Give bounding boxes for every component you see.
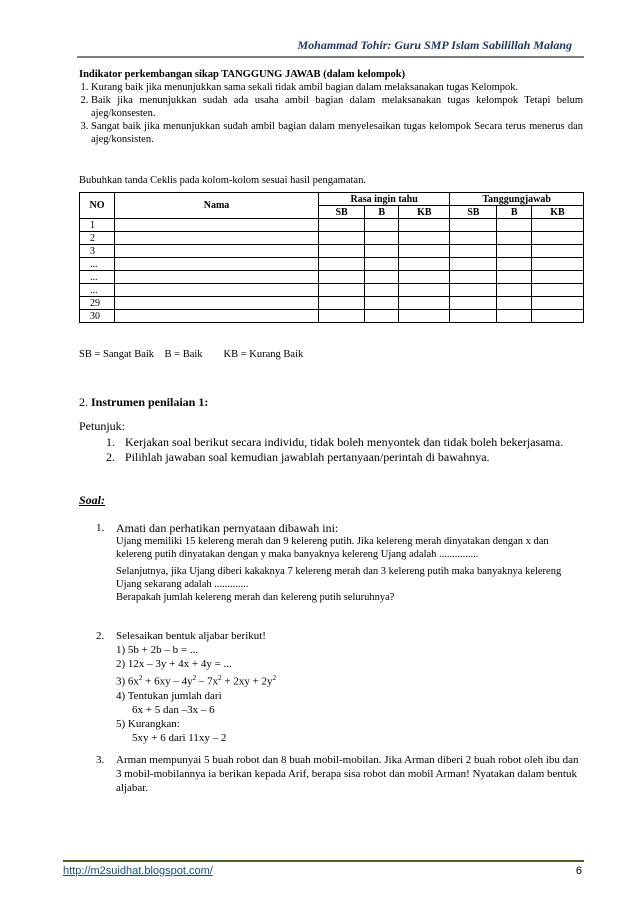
name-cell[interactable] <box>115 297 319 310</box>
algebra-item: 1) 5b + 2b – b = ... <box>116 644 199 656</box>
row-number: ... <box>80 271 115 284</box>
name-cell[interactable] <box>115 232 319 245</box>
check-cell[interactable] <box>450 245 497 258</box>
soal-heading: Soal: <box>79 493 106 507</box>
indicator-block <box>79 68 583 146</box>
check-cell[interactable] <box>497 310 532 323</box>
check-cell[interactable] <box>399 310 450 323</box>
name-cell[interactable] <box>115 284 319 297</box>
check-cell[interactable] <box>532 284 584 297</box>
observation-table <box>79 192 584 323</box>
section-title: Instrumen penilaian 1: <box>91 395 209 409</box>
item-text: Pilihlah jawaban soal kemudian jawablah pertanyaan/perintah di bawahnya. <box>125 450 490 464</box>
check-cell[interactable] <box>497 284 532 297</box>
sub-header: B <box>497 206 532 219</box>
name-cell[interactable] <box>115 310 319 323</box>
check-cell[interactable] <box>532 219 584 232</box>
name-cell[interactable] <box>115 258 319 271</box>
group-tanggungjawab: Tanggungjawab <box>450 193 584 206</box>
row-number: 29 <box>80 297 115 310</box>
check-cell[interactable] <box>319 245 365 258</box>
check-cell[interactable] <box>365 219 399 232</box>
sub-header: KB <box>399 206 450 219</box>
check-cell[interactable] <box>497 232 532 245</box>
indicator-item: 1. Kurang baik jika menunjukkan sama sekali tidak ambil bagian dalam melaksanakan tugas Kelompok. <box>91 81 583 94</box>
check-cell[interactable] <box>450 271 497 284</box>
algebra-subitem: 5xy + 6 dari 11xy – 2 <box>132 731 227 744</box>
section-number: 2. <box>79 395 88 409</box>
petunjuk-label: Petunjuk: <box>79 419 126 433</box>
indicator-item: 3. Sangat baik jika menunjukkan sudah ambil bagian dalam menyelesaikan tugas kelompok Secara terus menerus dan ajeg/konsisten. <box>91 120 583 146</box>
petunjuk-item <box>106 435 584 450</box>
algebra-item: 3) $6x^2 + 6xy - 4y^2 - 7x^2 + 2xy + 2y^2$ <box>116 674 277 688</box>
footer-divider <box>63 860 584 862</box>
check-cell[interactable] <box>319 284 365 297</box>
check-cell[interactable] <box>532 310 584 323</box>
check-cell[interactable] <box>399 271 450 284</box>
algebra-item: 5) Kurangkan: <box>116 717 180 730</box>
table-row <box>80 245 584 258</box>
algebra-item: 4) Tentukan jumlah dari <box>116 689 222 702</box>
check-cell[interactable] <box>532 297 584 310</box>
table-row <box>80 232 584 245</box>
question-text: Arman mempunyai 5 buah robot dan 8 buah mobil-mobilan. Jika Arman diberi 2 buah robot oleh ibu dan 3 mobil-mobilannya ia berikan kepada Arif, berapa sisa robot dan mobil Arman! Nyatakan dalam bentuk aljabar. <box>116 754 579 794</box>
sub-header: B <box>365 206 399 219</box>
page-header: Mohammad Tohir: Guru SMP Islam Sabilillah Malang <box>297 38 572 52</box>
check-cell[interactable] <box>450 219 497 232</box>
header-divider <box>77 56 584 58</box>
question-2 <box>96 629 584 745</box>
check-cell[interactable] <box>319 232 365 245</box>
question-3 <box>96 753 584 795</box>
petunjuk-list <box>106 435 584 465</box>
check-cell[interactable] <box>450 258 497 271</box>
check-cell[interactable] <box>497 258 532 271</box>
table-row <box>80 297 584 310</box>
group-rasa-ingin-tahu: Rasa ingin tahu <box>319 193 450 206</box>
question-1 <box>96 521 584 604</box>
row-number: 3 <box>80 245 115 258</box>
check-cell[interactable] <box>532 232 584 245</box>
check-cell[interactable] <box>365 258 399 271</box>
sub-header: KB <box>532 206 584 219</box>
check-cell[interactable] <box>532 245 584 258</box>
check-cell[interactable] <box>319 271 365 284</box>
check-cell[interactable] <box>319 310 365 323</box>
check-cell[interactable] <box>365 232 399 245</box>
question-number: 2. <box>96 630 105 642</box>
table-row <box>80 284 584 297</box>
question-paragraph: Berapakah jumlah kelereng merah dan kelereng putih seluruhnya? <box>116 592 395 603</box>
item-text: Kerjakan soal berikut secara individu, tidak boleh menyontek dan tidak boleh bekerjasama. <box>125 435 564 449</box>
check-cell[interactable] <box>399 297 450 310</box>
check-cell[interactable] <box>497 297 532 310</box>
check-cell[interactable] <box>532 271 584 284</box>
question-lead: Amati dan perhatikan pernyataan dibawah ini: <box>116 521 339 535</box>
page-number: 6 <box>575 865 582 877</box>
check-cell[interactable] <box>365 297 399 310</box>
check-cell[interactable] <box>450 284 497 297</box>
table-row <box>80 271 584 284</box>
question-number: 1. <box>96 522 105 534</box>
table-legend: SB = Sangat Baik B = Baik KB = Kurang Baik <box>79 349 304 360</box>
row-number: 1 <box>80 219 115 232</box>
item-number: 2. <box>106 450 115 464</box>
row-number: ... <box>80 258 115 271</box>
table-row <box>80 310 584 323</box>
question-lead: Selesaikan bentuk aljabar berikut! <box>116 630 266 642</box>
algebra-subitem: 6x + 5 dan –3x – 6 <box>132 703 215 716</box>
check-cell[interactable] <box>319 219 365 232</box>
row-number: ... <box>80 284 115 297</box>
check-cell[interactable] <box>365 271 399 284</box>
section-2-heading <box>79 395 208 410</box>
check-cell[interactable] <box>365 284 399 297</box>
check-cell[interactable] <box>319 258 365 271</box>
sub-header: SB <box>450 206 497 219</box>
name-cell[interactable] <box>115 219 319 232</box>
indicator-title: Indikator perkembangan sikap TANGGUNG JAWAB (dalam kelompok) <box>79 69 406 80</box>
name-cell[interactable] <box>115 271 319 284</box>
algebra-item: 2) 12x – 3y + 4x + 4y = ... <box>116 658 232 670</box>
check-cell[interactable] <box>365 310 399 323</box>
check-cell[interactable] <box>399 284 450 297</box>
table-row <box>80 258 584 271</box>
row-number: 2 <box>80 232 115 245</box>
check-cell[interactable] <box>319 297 365 310</box>
check-cell[interactable] <box>399 219 450 232</box>
item-number: 1. <box>106 435 115 449</box>
check-cell[interactable] <box>450 310 497 323</box>
check-cell[interactable] <box>497 219 532 232</box>
check-cell[interactable] <box>497 271 532 284</box>
check-cell[interactable] <box>450 232 497 245</box>
check-cell[interactable] <box>399 245 450 258</box>
check-cell[interactable] <box>399 232 450 245</box>
check-cell[interactable] <box>497 245 532 258</box>
col-nama-header: Nama <box>115 193 319 219</box>
indicator-list <box>79 81 583 146</box>
name-cell[interactable] <box>115 245 319 258</box>
indicator-item: 2. Baik jika menunjukkan sudah ada usaha ambil bagian dalam melaksanakan tugas kelompok Tetapi belum ajeg/konsesten. <box>91 94 583 120</box>
check-cell[interactable] <box>399 258 450 271</box>
question-paragraph: Selanjutnya, jika Ujang diberi kakaknya 7 kelereng merah dan 3 kelereng putih maka banyaknya kelereng Ujang sekarang adalah ............. <box>116 566 562 590</box>
petunjuk-item <box>106 450 584 465</box>
col-no-header: NO <box>80 193 115 219</box>
footer-link[interactable]: http://m2suidhat.blogspot.com/ <box>63 865 213 877</box>
sub-header: SB <box>319 206 365 219</box>
check-cell[interactable] <box>532 258 584 271</box>
table-row <box>80 219 584 232</box>
row-number: 30 <box>80 310 115 323</box>
check-cell[interactable] <box>365 245 399 258</box>
table-instruction: Bubuhkan tanda Ceklis pada kolom-kolom sesuai hasil pengamatan. <box>79 175 366 186</box>
question-number: 3. <box>96 754 105 766</box>
check-cell[interactable] <box>450 297 497 310</box>
question-paragraph: Ujang memiliki 15 kelereng merah dan 9 kelereng putih. Jika kelereng merah dinyatakan dengan x dan kelereng putih dinyatakan dengan y maka banyaknya kelereng Ujang adalah ............... <box>116 536 549 560</box>
